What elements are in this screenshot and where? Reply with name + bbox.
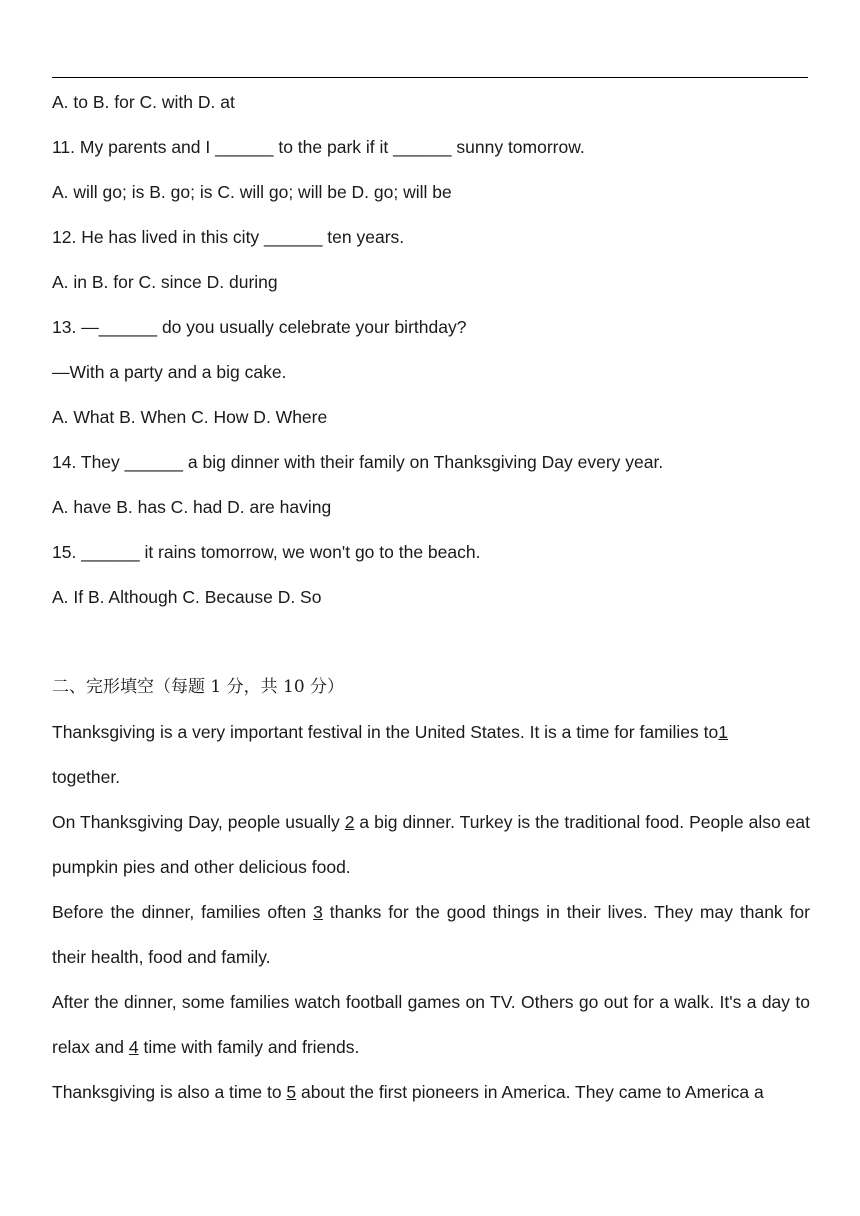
passage-text: After the dinner, some families watch football games on TV. Others go out for a walk. It's a day to relax and bbox=[52, 992, 810, 1057]
header-rule bbox=[52, 77, 808, 78]
choices-q13: A. What B. When C. How D. Where bbox=[52, 407, 328, 427]
blank-number: 1 bbox=[718, 722, 728, 742]
blank-number: 5 bbox=[286, 1082, 297, 1102]
question-12: 12. He has lived in this city ______ ten years. bbox=[52, 227, 405, 247]
passage-text: together. bbox=[52, 767, 121, 787]
blank-number: 2 bbox=[344, 812, 355, 832]
passage-text: thanks for the good things in their lives. They may thank for their health, food and family. bbox=[52, 902, 810, 967]
question-13: 13. —______ do you usually celebrate your birthday? bbox=[52, 317, 467, 337]
choices-q12: A. in B. for C. since D. during bbox=[52, 272, 278, 292]
document-body bbox=[52, 88, 810, 1123]
section-title-cloze: 二、完形填空（每题 1 分，共 10 分） bbox=[52, 677, 345, 697]
passage-text: Before the dinner, families often bbox=[52, 902, 314, 922]
choices-q14: A. have B. has C. had D. are having bbox=[52, 497, 332, 517]
question-11: 11. My parents and I ______ to the park if it ______ sunny tomorrow. bbox=[52, 137, 585, 157]
question-13-answer: —With a party and a big cake. bbox=[52, 362, 287, 382]
question-15: 15. ______ it rains tomorrow, we won't go to the beach. bbox=[52, 542, 481, 562]
passage-text: On Thanksgiving Day, people usually bbox=[52, 812, 345, 832]
blank-number: 4 bbox=[128, 1037, 139, 1057]
section-gap bbox=[52, 628, 810, 673]
passage-text: Thanksgiving is also a time to bbox=[52, 1082, 287, 1102]
choices-q11: A. will go; is B. go; is C. will go; will be D. go; will be bbox=[52, 182, 452, 202]
blank-number: 3 bbox=[313, 902, 323, 922]
passage-text: a big dinner. Turkey is the traditional food. People also eat pumpkin pies and other delicious food. bbox=[52, 812, 810, 877]
passage-paragraph-4 bbox=[52, 980, 810, 1070]
passage-paragraph-1 bbox=[52, 710, 810, 800]
passage-text: Thanksgiving is a very important festival in the United States. It is a time for families to bbox=[52, 722, 719, 742]
question-14: 14. They ______ a big dinner with their family on Thanksgiving Day every year. bbox=[52, 452, 664, 472]
choices-q10: A. to B. for C. with D. at bbox=[52, 92, 235, 112]
passage-text: time with family and friends. bbox=[138, 1037, 360, 1057]
passage-paragraph-5 bbox=[52, 1070, 810, 1115]
choices-q15: A. If B. Although C. Because D. So bbox=[52, 587, 322, 607]
passage-paragraph-2 bbox=[52, 800, 810, 890]
passage-paragraph-3 bbox=[52, 890, 810, 980]
passage-text: about the first pioneers in America. They came to America a bbox=[296, 1082, 764, 1102]
